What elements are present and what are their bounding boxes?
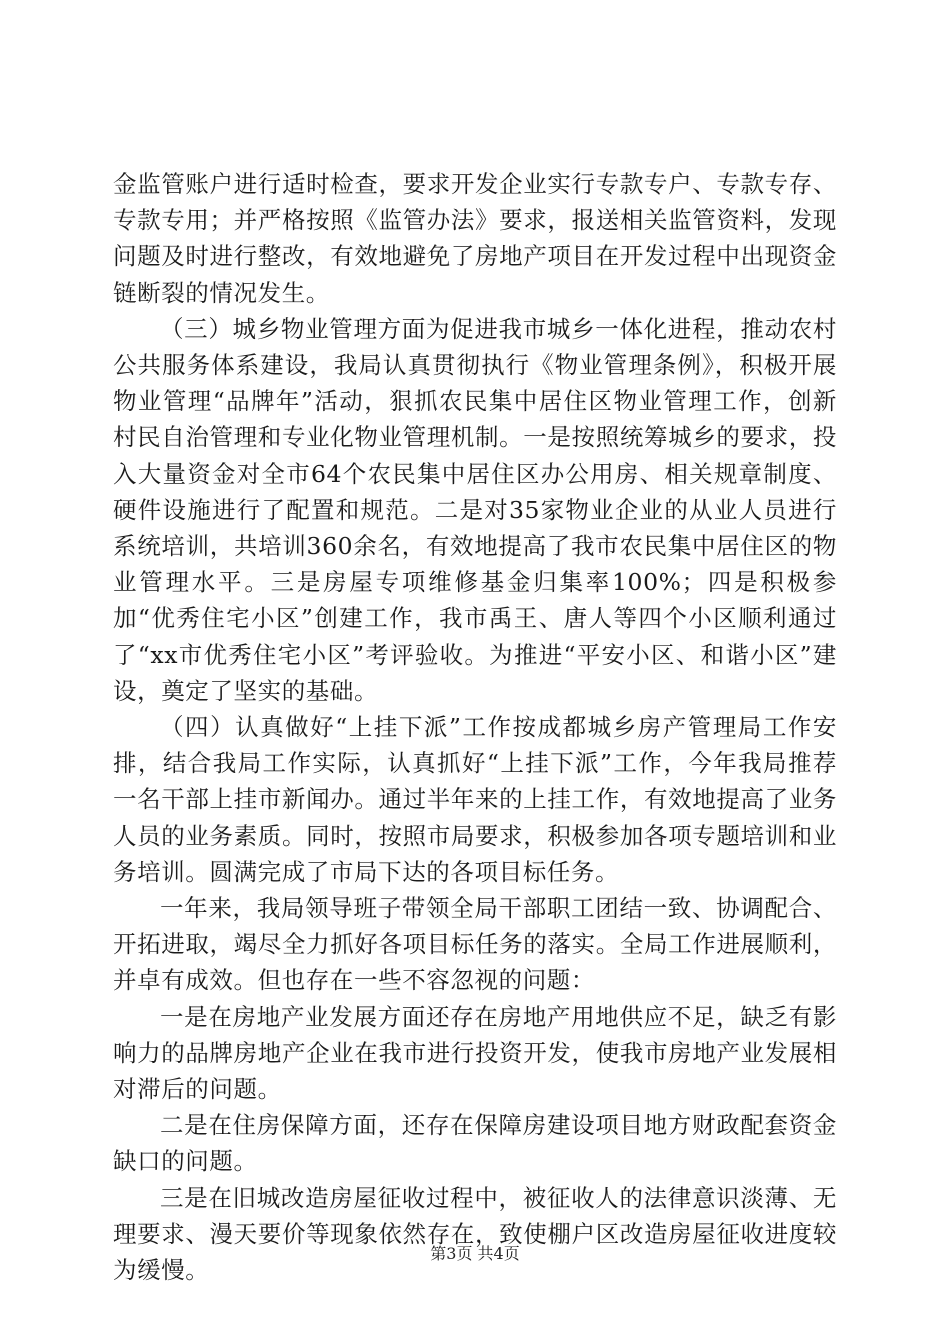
paragraph-problem-three: 三是在旧城改造房屋征收过程中，被征收人的法律意识淡薄、无理要求、漫天要价等现象依然存在，致使棚户区改造房屋征收进度较为缓慢。 [113, 1183, 837, 1285]
document-body [113, 166, 837, 1288]
paragraph-continued: 金监管账户进行适时检查，要求开发企业实行专款专户、专款专存、专款专用；并严格按照《监管办法》要求，报送相关监管资料，发现问题及时进行整改，有效地避免了房地产项目在开发过程中出现资金链断裂的情况发生。 [113, 170, 837, 307]
paragraph-property-management: （三）城乡物业管理方面为促进我市城乡一体化进程，推动农村公共服务体系建设，我局认真贯彻执行《物业管理条例》，积极开展物业管理“品牌年”活动，狠抓农民集中居住区物业管理工作，创新村民自治管理和专业化物业管理机制。一是按照统筹城乡的要求，投入大量资金对全市64个农民集中居住区办公用房、相关规章制度、硬件设施进行了配置和规范。二是对35家物业企业的从业人员进行系统培训，共培训360余名，有效地提高了我市农民集中居住区的物业管理水平。三是房屋专项维修基金归集率100%；四是积极参加“优秀住宅小区”创建工作，我市禹王、唐人等四个小区顺利通过了“xx市优秀住宅小区”考评验收。为推进“平安小区、和谐小区”建设，奠定了坚实的基础。 [113, 314, 837, 705]
paragraph-problem-two: 二是在住房保障方面，还存在保障房建设项目地方财政配套资金缺口的问题。 [113, 1111, 837, 1176]
paragraph-year-summary: 一年来，我局领导班子带领全局干部职工团结一致、协调配合、开拓进取，竭尽全力抓好各项目标任务的落实。全局工作进展顺利，并卓有成效。但也存在一些不容忽视的问题： [113, 894, 837, 995]
paragraph-secondment-work: （四）认真做好“上挂下派”工作按成都城乡房产管理局工作安排，结合我局工作实际，认真抓好“上挂下派”工作，今年我局推荐一名干部上挂市新闻办。通过半年来的上挂工作，有效地提高了业务人员的业务素质。同时，按照市局要求，积极参加各项专题培训和业务培训。圆满完成了市局下达的各项目标任务。 [113, 713, 837, 886]
paragraph-problem-one: 一是在房地产业发展方面还存在房地产用地供应不足，缺乏有影响力的品牌房地产企业在我市进行投资开发，使我市房地产业发展相对滞后的问题。 [113, 1002, 837, 1104]
page-number-footer: 第3页 共4页 [430, 1244, 520, 1263]
